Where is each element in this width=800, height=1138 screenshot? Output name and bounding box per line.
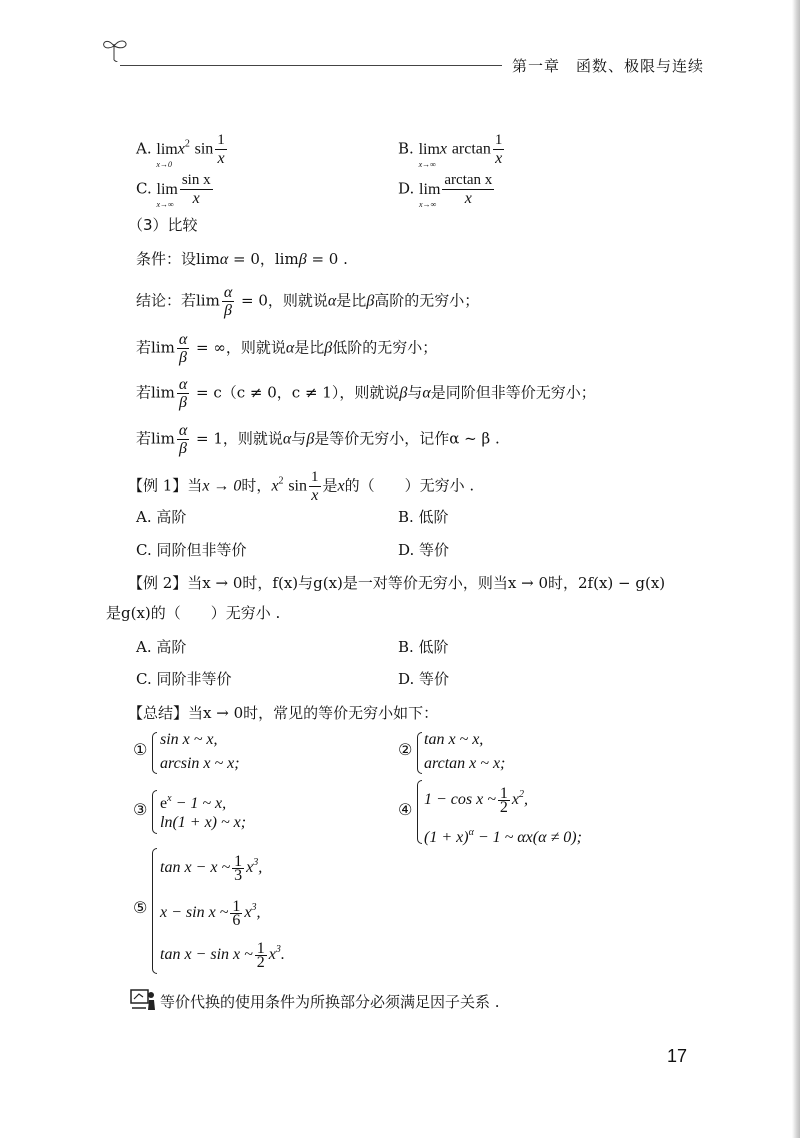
equiv-ln: ln(1 + x) ~ x; (160, 814, 247, 831)
example-2-question-line2: 是g(x)的（ ）无穷小 . (106, 604, 281, 622)
equiv-arctan: arctan x ~ x; (424, 755, 506, 772)
header-rule (120, 65, 502, 66)
option-d: D. lim x→∞ $\frac{\text{arctan x}}{x}$ (398, 172, 493, 209)
circled-2: ② (398, 740, 413, 759)
example-2-option-b: B. 低阶 (398, 638, 449, 656)
brace-5 (152, 848, 157, 974)
example-2-option-c: C. 同阶非等价 (136, 670, 232, 688)
equiv-x-minus-sin: x − sin x ~ $\frac{1}{6}$ $x^3$, (160, 897, 261, 929)
option-b: B. lim x→∞ x arctan $\frac{1}{x}$ (398, 132, 503, 169)
conclusion-lower: 若lim $\frac{\alpha}{\beta}$ = ∞，则就说α是比β低阶的无穷小； (136, 331, 438, 366)
page-number: 17 (667, 1046, 688, 1066)
example-1-option-a: A. 高阶 (136, 508, 187, 526)
brace-4 (417, 780, 422, 844)
conclusion-higher: 结论：若lim $\frac{\alpha}{\beta}$ = 0，则就说α是比β高阶的无穷小； (136, 284, 480, 319)
equiv-tan-minus-x: tan x − x ~ $\frac{1}{3}$ $x^3$, (160, 852, 263, 884)
circled-1: ① (133, 740, 148, 759)
circled-3: ③ (133, 800, 148, 819)
equiv-cos: 1 − cos x ~ $\frac{1}{2}$ $x^2$, (424, 784, 528, 816)
equiv-sin: sin x ~ x, (160, 731, 218, 748)
teacher-note-icon (130, 987, 156, 1011)
equiv-power: $(1 + x)^\alpha - 1$ ~ αx(α ≠ 0); (424, 827, 582, 846)
summary-heading: 【总结】当x → 0时，常见的等价无穷小如下： (128, 704, 439, 722)
example-1-question: 【例 1】当x → 0时，$x^2$ sin $\frac{1}{x}$ 是x的（ ）无穷小 . (128, 469, 475, 504)
conclusion-same-order: 若lim $\frac{\alpha}{\beta}$ = c（c ≠ 0，c ≠ 1），则就说β与α是同阶但非等价无穷小； (136, 376, 596, 411)
circled-4: ④ (398, 800, 413, 819)
example-1-option-d: D. 等价 (398, 541, 450, 559)
equiv-tan-minus-sin: tan x − sin x ~ $\frac{1}{2}$ $x^3$. (160, 939, 285, 971)
option-a: A. lim x→0 $x^2$ sin $\frac{1}{x}$ (136, 132, 225, 169)
example-2-question-line1: 【例 2】当x → 0时，f(x)与g(x)是一对等价无穷小，则当x → 0时，2f(x) − g(x) (128, 574, 666, 592)
page-edge-shadow (792, 0, 800, 1138)
conclusion-equivalent: 若lim $\frac{\alpha}{\beta}$ = 1，则就说α与β是等价无穷小，记作α ~ β . (136, 422, 500, 457)
leaf-ornament-icon (100, 36, 130, 62)
brace-2 (417, 732, 422, 774)
example-2-option-d: D. 等价 (398, 670, 450, 688)
example-1-option-c: C. 同阶但非等价 (136, 541, 247, 559)
condition-line: 条件：设limα = 0，limβ = 0 . (136, 250, 348, 268)
brace-3 (152, 790, 157, 834)
section-heading: （3）比较 (128, 216, 198, 234)
example-1-option-b: B. 低阶 (398, 508, 449, 526)
equiv-exp: $e^x - 1$ ~ x, (160, 793, 227, 812)
chapter-title: 第一章 函数、极限与连续 (512, 57, 705, 75)
circled-5: ⑤ (133, 898, 148, 917)
brace-1 (152, 732, 157, 774)
note-text: 等价代换的使用条件为所换部分必须满足因子关系 . (160, 993, 500, 1011)
example-2-option-a: A. 高阶 (136, 638, 187, 656)
equiv-tan: tan x ~ x, (424, 731, 484, 748)
option-c: C. lim x→∞ $\frac{\text{sin x}}{x}$ (136, 172, 211, 209)
equiv-arcsin: arcsin x ~ x; (160, 755, 240, 772)
